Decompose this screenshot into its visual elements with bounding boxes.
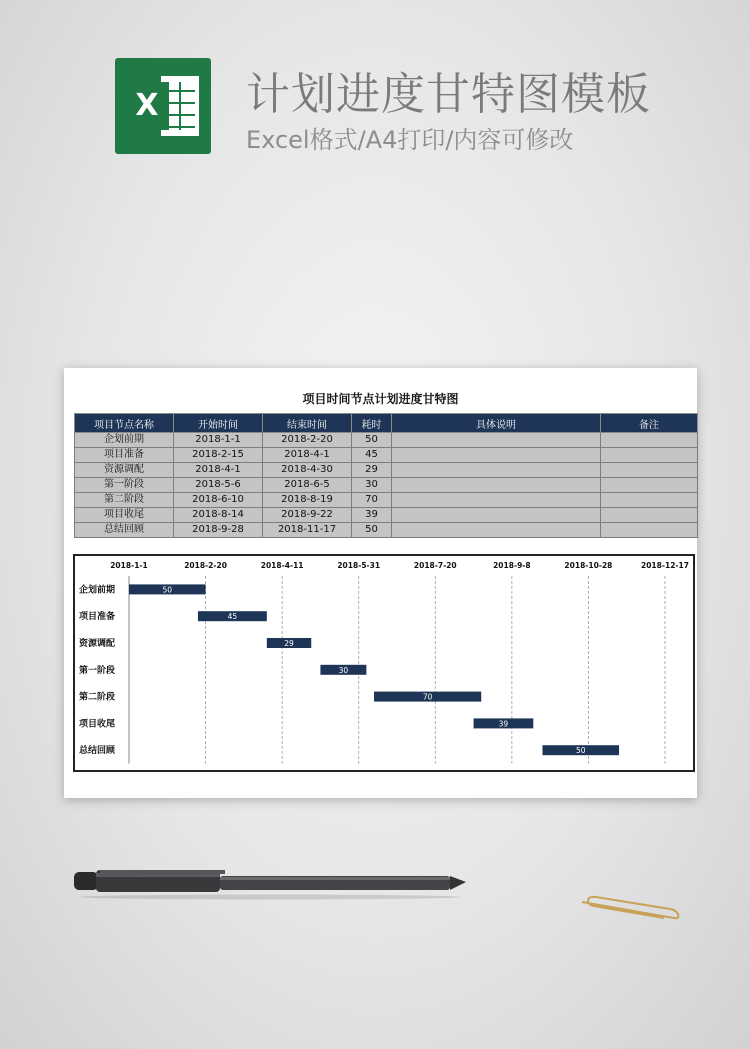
x-tick-label: 2018-7-20 bbox=[413, 561, 457, 570]
category-label: 项目准备 bbox=[79, 612, 116, 623]
cell-desc[interactable] bbox=[392, 433, 601, 448]
category-label: 第一阶段 bbox=[79, 665, 116, 676]
bar-value-label: 29 bbox=[284, 639, 294, 648]
cell-desc[interactable] bbox=[392, 448, 601, 463]
column-header: 耗时 bbox=[352, 414, 392, 433]
x-tick-label: 2018-4-11 bbox=[260, 561, 304, 570]
cell-name[interactable]: 第一阶段 bbox=[75, 478, 174, 493]
category-label: 第二阶段 bbox=[79, 692, 116, 703]
bar-value-label: 50 bbox=[575, 746, 586, 756]
category-label: 总结回顾 bbox=[79, 746, 116, 757]
table-row bbox=[75, 463, 698, 478]
cell-desc[interactable] bbox=[392, 523, 601, 538]
cell-note[interactable] bbox=[601, 523, 698, 538]
cell-end[interactable]: 2018-2-20 bbox=[263, 433, 352, 448]
cell-name[interactable]: 第二阶段 bbox=[75, 493, 174, 508]
column-header: 项目节点名称 bbox=[75, 414, 174, 433]
x-tick-label: 2018-10-28 bbox=[564, 561, 613, 570]
cell-end[interactable]: 2018-4-1 bbox=[263, 448, 352, 463]
table-row bbox=[75, 433, 698, 448]
bar-value-label: 50 bbox=[162, 585, 173, 595]
column-header: 具体说明 bbox=[392, 414, 601, 433]
category-label: 资源调配 bbox=[79, 639, 116, 649]
column-header: 结束时间 bbox=[263, 414, 352, 433]
category-label: 项目收尾 bbox=[79, 719, 116, 730]
cell-end[interactable]: 2018-4-30 bbox=[263, 463, 352, 478]
gantt-chart-svg bbox=[75, 556, 693, 770]
table-row bbox=[75, 478, 698, 493]
cell-end[interactable]: 2018-9-22 bbox=[263, 508, 352, 523]
pen-icon bbox=[70, 864, 470, 900]
cell-days[interactable]: 50 bbox=[352, 523, 392, 538]
schedule-table bbox=[74, 413, 698, 538]
cell-desc[interactable] bbox=[392, 463, 601, 478]
cell-start[interactable]: 2018-8-14 bbox=[174, 508, 263, 523]
table-row bbox=[75, 508, 698, 523]
cell-days[interactable]: 29 bbox=[352, 463, 392, 478]
x-tick-label: 2018-2-20 bbox=[184, 561, 227, 570]
excel-logo-icon bbox=[115, 58, 211, 154]
cell-start[interactable]: 2018-6-10 bbox=[174, 493, 263, 508]
cell-name[interactable]: 项目准备 bbox=[75, 448, 174, 463]
cell-days[interactable]: 30 bbox=[352, 478, 392, 493]
category-label: 企划前期 bbox=[79, 585, 116, 596]
cell-start[interactable]: 2018-2-15 bbox=[174, 448, 263, 463]
gantt-chart bbox=[73, 554, 695, 772]
table-row bbox=[75, 448, 698, 463]
x-tick-label: 2018-5-31 bbox=[337, 561, 381, 570]
cell-end[interactable]: 2018-11-17 bbox=[263, 523, 352, 538]
cell-name[interactable]: 企划前期 bbox=[75, 433, 174, 448]
cell-start[interactable]: 2018-5-6 bbox=[174, 478, 263, 493]
cell-start[interactable]: 2018-4-1 bbox=[174, 463, 263, 478]
page-subtitle: Excel格式/A4打印/内容可修改 bbox=[246, 126, 574, 154]
cell-note[interactable] bbox=[601, 508, 698, 523]
document-preview bbox=[64, 368, 697, 798]
cell-end[interactable]: 2018-6-5 bbox=[263, 478, 352, 493]
cell-desc[interactable] bbox=[392, 508, 601, 523]
bar-value-label: 45 bbox=[227, 612, 238, 622]
cell-start[interactable]: 2018-1-1 bbox=[174, 433, 263, 448]
document-title: 项目时间节点计划进度甘特图 bbox=[302, 392, 459, 406]
cell-note[interactable] bbox=[601, 463, 698, 478]
bar-value-label: 39 bbox=[498, 719, 509, 729]
table-header-row bbox=[75, 414, 698, 433]
cell-days[interactable]: 39 bbox=[352, 508, 392, 523]
cell-desc[interactable] bbox=[392, 493, 601, 508]
cell-name[interactable]: 资源调配 bbox=[75, 463, 174, 478]
bar-value-label: 70 bbox=[422, 692, 433, 702]
cell-note[interactable] bbox=[601, 478, 698, 493]
cell-days[interactable]: 45 bbox=[352, 448, 392, 463]
column-header: 开始时间 bbox=[174, 414, 263, 433]
cell-note[interactable] bbox=[601, 448, 698, 463]
page-title: 计划进度甘特图模板 bbox=[246, 69, 651, 120]
cell-desc[interactable] bbox=[392, 478, 601, 493]
cell-note[interactable] bbox=[601, 433, 698, 448]
table-row bbox=[75, 523, 698, 538]
bar-value-label: 30 bbox=[338, 665, 349, 675]
cell-note[interactable] bbox=[601, 493, 698, 508]
cell-name[interactable]: 总结回顾 bbox=[75, 523, 174, 538]
x-tick-label: 2018-1-1 bbox=[110, 561, 148, 570]
table-row bbox=[75, 493, 698, 508]
column-header: 备注 bbox=[601, 414, 698, 433]
cell-days[interactable]: 70 bbox=[352, 493, 392, 508]
x-tick-label: 2018-12-17 bbox=[641, 561, 689, 570]
cell-end[interactable]: 2018-8-19 bbox=[263, 493, 352, 508]
paperclip-icon bbox=[578, 892, 682, 926]
cell-days[interactable]: 50 bbox=[352, 433, 392, 448]
x-tick-label: 2018-9-8 bbox=[493, 561, 531, 570]
excel-letter: X bbox=[125, 82, 169, 130]
cell-name[interactable]: 项目收尾 bbox=[75, 508, 174, 523]
cell-start[interactable]: 2018-9-28 bbox=[174, 523, 263, 538]
